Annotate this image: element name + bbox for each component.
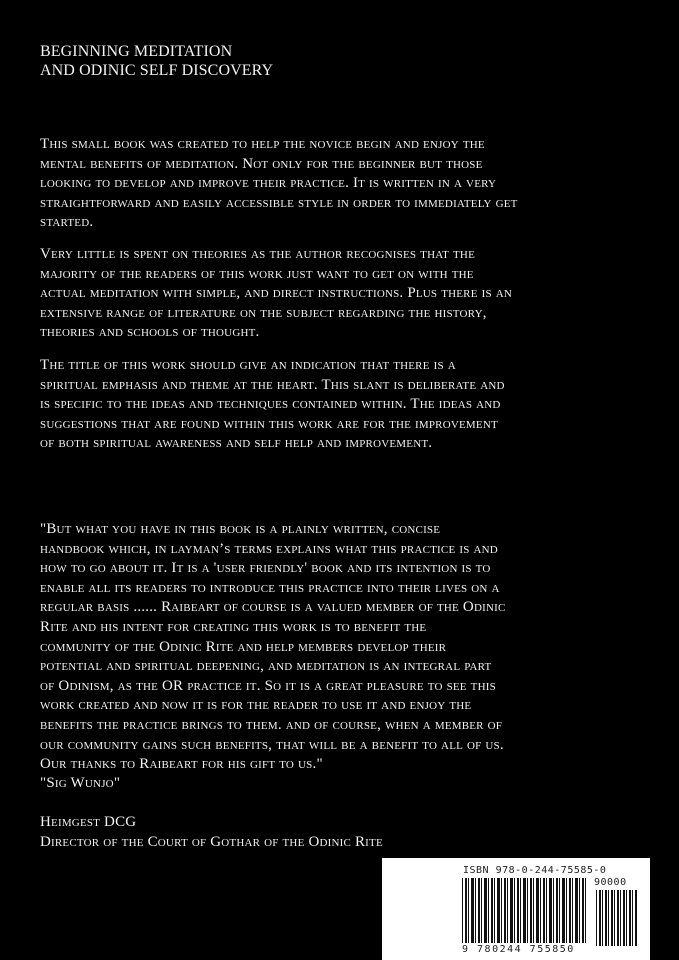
barcode-bars	[462, 878, 587, 943]
signoff-text: "Sig Wunjo"	[40, 775, 121, 791]
ean-digits: 9 780244 755850	[462, 944, 575, 955]
isbn-label: ISBN 978-0-244-75585-0	[463, 865, 607, 876]
quote-line: benefits the practice brings to them. and of course, when a member of	[40, 716, 503, 733]
quote-line: potential and spiritual deepening, and meditation is an integral part	[40, 658, 492, 675]
endorsement-quote	[40, 520, 650, 775]
description-paragraph-1	[40, 135, 650, 233]
price-code: 90000	[594, 877, 627, 888]
attribution-name: Heimgest DCG	[40, 814, 137, 830]
quote-line: enable all its readers to introduce this practice into their lives on a	[40, 579, 500, 596]
quote-line: Rite and his intent for creating this work is to benefit the	[40, 618, 427, 635]
addon-barcode-bars	[596, 890, 638, 946]
attribution	[40, 813, 650, 852]
paragraph-line: theories and schools of thought.	[40, 324, 260, 341]
paragraph-line: mental benefits of meditation. Not only for the beginner but those	[40, 155, 483, 172]
isbn-barcode	[382, 858, 650, 960]
paragraph-line: suggestions that are found within this work are for the improvement	[40, 415, 498, 432]
paragraph-line: The title of this work should give an indication that there is a	[40, 357, 456, 373]
paragraph-line: straightforward and easily accessible style in order to immediately get	[40, 194, 518, 211]
quote-line: of Odinism, as the OR practice it. So it is a great pleasure to see this	[40, 677, 496, 694]
quote-line: regular basis ...... Raibeart of course is a valued member of the Odinic	[40, 599, 506, 616]
quote-line: handbook which, in layman’s terms explains what this practice is and	[40, 540, 498, 557]
description-paragraph-3	[40, 356, 650, 454]
quote-line: how to go about it. It is a 'user friendly' book and its intention is to	[40, 560, 491, 577]
paragraph-line: of both spiritual awareness and self help and improvement.	[40, 435, 433, 452]
paragraph-line: Very little is spent on theories as the author recognises that the	[40, 246, 475, 262]
quote-line: our community gains such benefits, that will be a benefit to all of us.	[40, 736, 504, 753]
paragraph-line: This small book was created to help the novice begin and enjoy the	[40, 136, 485, 152]
quote-line: work created and now it is for the reader to use it and enjoy the	[40, 697, 472, 714]
book-title-line-1: BEGINNING MEDITATION	[40, 43, 233, 60]
paragraph-line: actual meditation with simple, and direct instructions. Plus there is an	[40, 285, 513, 302]
paragraph-line: extensive range of literature on the subject regarding the history,	[40, 304, 487, 321]
paragraph-line: started.	[40, 214, 94, 231]
signoff	[40, 774, 650, 794]
attribution-role: Director of the Court of Gothar of the Odinic Rite	[40, 833, 383, 850]
book-title-line-2: AND ODINIC SELF DISCOVERY	[40, 62, 274, 79]
paragraph-line: majority of the readers of this work just want to get on with the	[40, 265, 474, 282]
paragraph-line: looking to develop and improve their practice. It is written in a very	[40, 175, 497, 192]
paragraph-line: is specific to the ideas and techniques contained within. The ideas and	[40, 396, 501, 413]
quote-line: "But what you have in this book is a plainly written, concise	[40, 521, 441, 537]
quote-line: community of the Odinic Rite and help members develop their	[40, 638, 447, 655]
paragraph-line: spiritual emphasis and theme at the heart. This slant is deliberate and	[40, 376, 505, 393]
description-paragraph-2	[40, 245, 650, 343]
quote-line: Our thanks to Raibeart for his gift to us."	[40, 756, 323, 773]
book-title	[40, 42, 440, 80]
